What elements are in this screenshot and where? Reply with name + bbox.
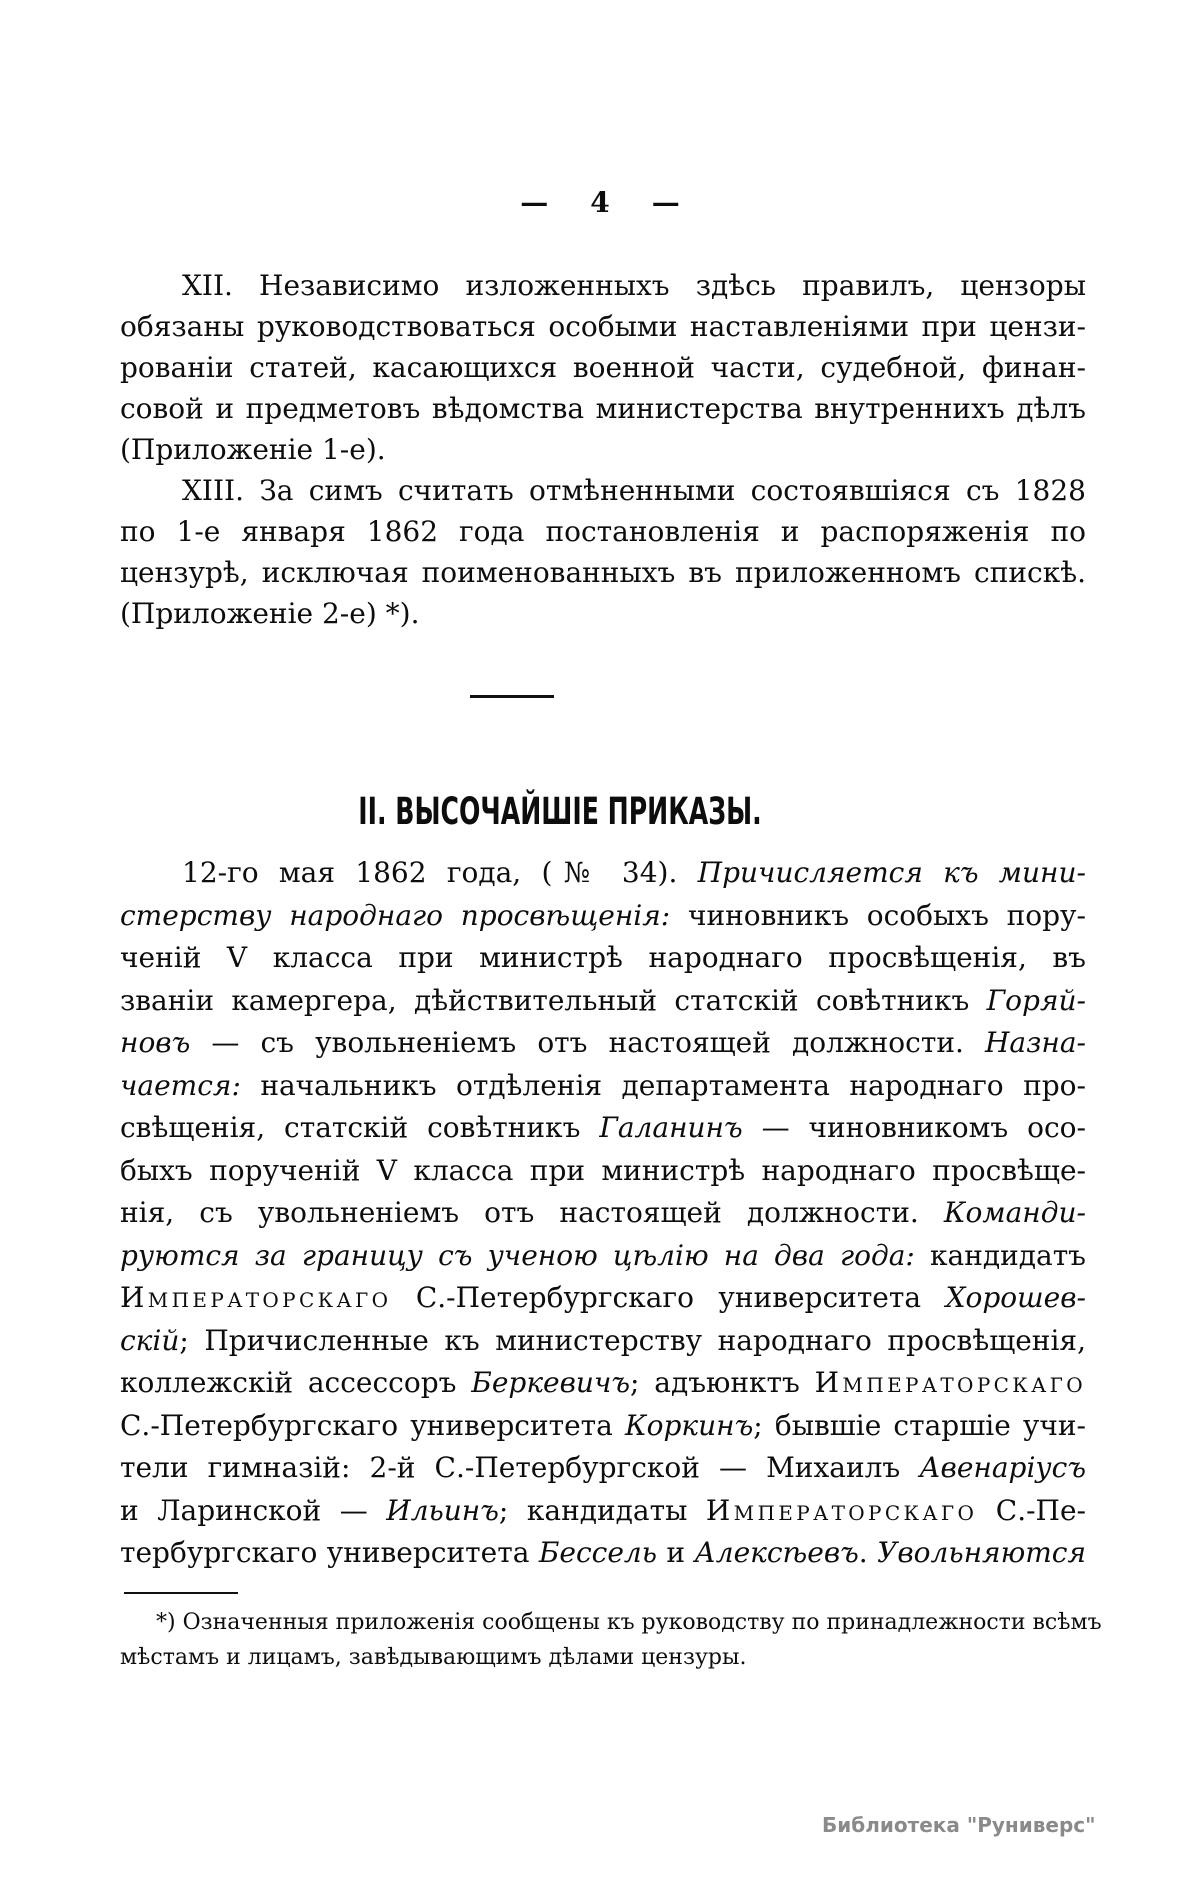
paragraph-xii bbox=[120, 265, 1086, 470]
text-line bbox=[120, 937, 1086, 980]
text-line bbox=[120, 265, 1086, 306]
text-run: XIII. За симъ считать отмѣненными состоявшіяся съ 1828 bbox=[182, 474, 1086, 507]
text-line bbox=[120, 1277, 1086, 1320]
text-run: — чиновникомъ осо- bbox=[761, 1111, 1086, 1144]
footnote bbox=[120, 1605, 1102, 1675]
text-line bbox=[120, 429, 1086, 470]
text-run: цензурѣ, исключая поименованныхъ въ приложенномъ спискѣ. bbox=[120, 556, 1086, 589]
text-line bbox=[120, 1235, 1086, 1278]
italic-run: Авенаріусъ bbox=[919, 1451, 1086, 1484]
italic-run: Причисляется къ мини- bbox=[697, 856, 1086, 889]
text-run: ; кандидаты bbox=[498, 1493, 706, 1527]
italic-run: Алексѣевъ bbox=[694, 1536, 859, 1569]
text-line bbox=[120, 511, 1086, 552]
text-line bbox=[120, 980, 1086, 1023]
text-run: ; Причисленные къ министерству народнаго просвѣщенія, bbox=[179, 1323, 1086, 1357]
text-run: — съ увольненіемъ отъ настоящей должности. bbox=[211, 1026, 986, 1059]
section-heading: II. ВЫСОЧАЙШІЕ ПРИКАЗЫ. bbox=[358, 790, 762, 833]
text-run: С.-Пе- bbox=[977, 1493, 1087, 1527]
text-line bbox=[120, 1605, 1102, 1640]
text-run: . bbox=[858, 1536, 878, 1569]
text-line bbox=[120, 1490, 1086, 1533]
italic-run: скій bbox=[120, 1323, 180, 1357]
text-run: С.-Петербургскаго университета bbox=[391, 1281, 946, 1314]
italic-run: Хорошев- bbox=[945, 1281, 1086, 1314]
text-line bbox=[120, 1150, 1086, 1193]
text-run: ; адъюнктъ bbox=[630, 1366, 815, 1399]
page-number bbox=[0, 186, 1200, 219]
italic-run: руются за границу съ ученою цѣлію на два года: bbox=[120, 1238, 930, 1272]
text-run: тели гимназій: 2-й С.-Петербургской — Михаилъ bbox=[120, 1451, 920, 1484]
text-run: по 1-е января 1862 года постановленія и распоряженія по bbox=[120, 515, 1086, 548]
text-line bbox=[120, 1107, 1086, 1150]
italic-run: Горяй- bbox=[986, 983, 1086, 1017]
text-line bbox=[120, 470, 1086, 511]
text-run: ; бывшіе старшіе учи- bbox=[753, 1408, 1086, 1442]
page-number-right-dash: — bbox=[651, 186, 680, 219]
text-run: чиновникъ особыхъ пору- bbox=[687, 898, 1086, 932]
italic-run: Назна- bbox=[985, 1026, 1086, 1059]
text-run: 12-го мая 1862 года, (№ 34). bbox=[182, 856, 698, 889]
text-line bbox=[120, 593, 1086, 634]
italic-run: Коркинъ bbox=[624, 1408, 754, 1442]
text-run: быхъ порученій V класса при министрѣ народнаго просвѣще- bbox=[120, 1153, 1086, 1187]
text-line bbox=[120, 388, 1086, 429]
text-line bbox=[120, 1447, 1086, 1490]
text-run: коллежскій ассессоръ bbox=[120, 1366, 472, 1399]
text-run: *) Означенныя приложенія сообщены къ руководству по принадлежности всѣмъ bbox=[156, 1610, 1102, 1635]
text-run: рованіи статей, касающихся военной части, судебной, финан- bbox=[120, 351, 1086, 384]
text-line bbox=[120, 1405, 1086, 1448]
italic-run: стерству народнаго просвѣщенія: bbox=[120, 898, 688, 932]
text-run: совой и предметовъ вѣдомства министерства внутреннихъ дѣлъ bbox=[120, 392, 1086, 425]
italic-run: Увольняются bbox=[877, 1536, 1086, 1569]
italic-run: Беркевичъ bbox=[471, 1366, 631, 1399]
text-line bbox=[120, 1192, 1086, 1235]
text-line bbox=[120, 852, 1086, 895]
smallcaps-run: Императорскаго bbox=[705, 1493, 978, 1527]
library-watermark: Библиотека "Руниверс" bbox=[822, 1813, 1096, 1837]
text-run: начальникъ отдѣленія департамента народнаго про- bbox=[260, 1068, 1086, 1102]
rules-paragraphs bbox=[120, 265, 1086, 634]
footnote-rule bbox=[124, 1592, 238, 1594]
text-run: свѣщенія, статскій совѣтникъ bbox=[120, 1111, 600, 1144]
text-line bbox=[120, 306, 1086, 347]
page-number-value: 4 bbox=[590, 186, 610, 219]
text-run: нія, съ увольненіемъ отъ настоящей должности. bbox=[120, 1196, 944, 1229]
italic-run: новъ bbox=[120, 1026, 212, 1059]
text-run: званіи камергера, дѣйствительный статскій совѣтникъ bbox=[120, 983, 987, 1017]
text-line bbox=[120, 1065, 1086, 1108]
italic-run: чается: bbox=[120, 1068, 261, 1102]
order-paragraph bbox=[120, 852, 1086, 1575]
italic-run: Ильинъ bbox=[386, 1493, 499, 1527]
italic-run: Команди- bbox=[943, 1196, 1086, 1229]
text-line bbox=[120, 1022, 1086, 1065]
text-line bbox=[120, 1640, 1086, 1675]
text-run: мѣстамъ и лицамъ, завѣдывающимъ дѣлами цензуры. bbox=[120, 1645, 747, 1670]
paragraph-xiii bbox=[120, 470, 1086, 634]
text-run: (Приложеніе 2-е) *). bbox=[120, 597, 420, 630]
text-line bbox=[120, 1362, 1086, 1405]
page-number-left-dash: — bbox=[520, 186, 549, 219]
smallcaps-run: Императорскаго bbox=[120, 1281, 392, 1314]
text-run: С.-Петербургскаго университета bbox=[120, 1408, 625, 1442]
text-run: и bbox=[656, 1536, 695, 1569]
text-line bbox=[120, 552, 1086, 593]
text-run: кандидатъ bbox=[930, 1238, 1086, 1272]
text-line bbox=[120, 895, 1086, 938]
text-run: обязаны руководствоваться особыми наставленіями при цензи- bbox=[120, 310, 1086, 343]
italic-run: Бессель bbox=[538, 1536, 657, 1569]
text-run: (Приложеніе 1-е). bbox=[120, 433, 386, 466]
text-run: тербургскаго университета bbox=[120, 1536, 539, 1569]
text-run: ченій V класса при министрѣ народнаго просвѣщенія, въ bbox=[120, 941, 1086, 974]
text-run: XII. Независимо изложенныхъ здѣсь правилъ, цензоры bbox=[182, 269, 1086, 302]
text-line bbox=[120, 1320, 1086, 1363]
text-line bbox=[120, 347, 1086, 388]
smallcaps-run: Императорскаго bbox=[814, 1366, 1086, 1399]
section-divider bbox=[470, 695, 554, 698]
text-line bbox=[120, 1532, 1086, 1575]
text-run: и Ларинской — bbox=[120, 1493, 387, 1527]
italic-run: Галанинъ bbox=[599, 1111, 762, 1144]
